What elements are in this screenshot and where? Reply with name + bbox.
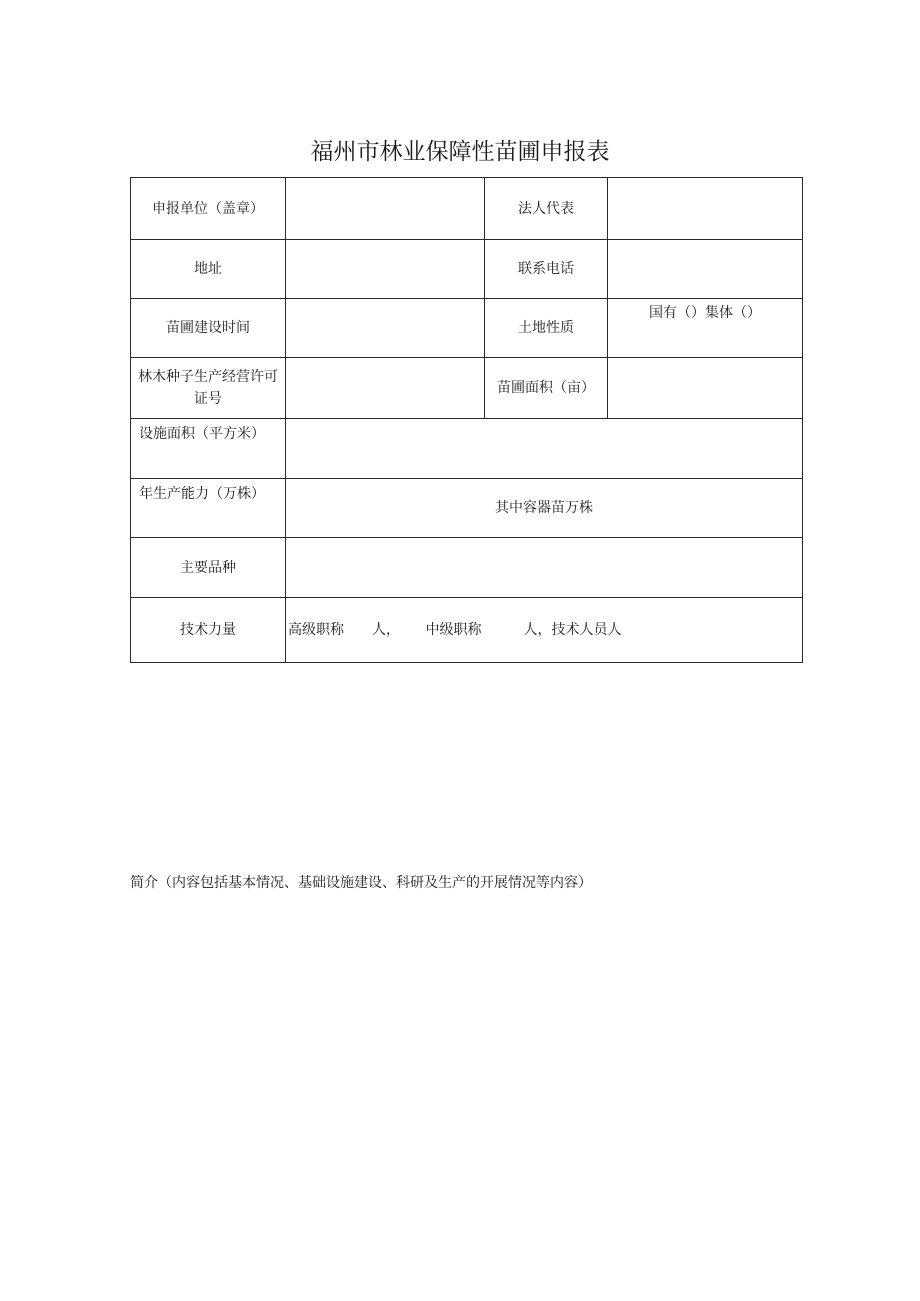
capacity-field[interactable]: 其中容器苗万株 (286, 479, 803, 538)
form-title: 福州市林业保障性苗圃申报表 (310, 139, 610, 165)
build-time-field[interactable] (286, 299, 485, 358)
application-form-table (130, 177, 803, 663)
legal-rep-label: 法人代表 (485, 178, 608, 240)
capacity-label: 年生产能力（万株） (131, 479, 286, 538)
applicant-label: 申报单位（盖章） (131, 178, 286, 240)
row-license (131, 358, 803, 419)
applicant-field[interactable] (286, 178, 485, 240)
row-varieties (131, 538, 803, 598)
row-applicant (131, 178, 803, 240)
intro-text: 简介（内容包括基本情况、基础设施建设、科研及生产的开展情况等内容） (130, 875, 592, 891)
license-field[interactable] (286, 358, 485, 419)
facility-area-field[interactable] (286, 419, 803, 479)
row-facility-area (131, 419, 803, 479)
phone-field[interactable] (608, 240, 803, 299)
build-time-label: 苗圃建设时间 (131, 299, 286, 358)
land-type-field[interactable]: 国有（）集体（） (608, 299, 803, 358)
tech-field[interactable]: 高级职称 人， 中级职称 人，技术人员人 (286, 598, 803, 663)
row-address (131, 240, 803, 299)
license-label: 林木种子生产经营许可证号 (131, 358, 286, 419)
address-label: 地址 (131, 240, 286, 299)
row-capacity (131, 479, 803, 538)
phone-label: 联系电话 (485, 240, 608, 299)
legal-rep-field[interactable] (608, 178, 803, 240)
row-tech (131, 598, 803, 663)
address-field[interactable] (286, 240, 485, 299)
tech-label: 技术力量 (131, 598, 286, 663)
row-build-time (131, 299, 803, 358)
varieties-field[interactable] (286, 538, 803, 598)
nursery-area-field[interactable] (608, 358, 803, 419)
facility-area-label: 设施面积（平方米） (131, 419, 286, 479)
varieties-label: 主要品种 (131, 538, 286, 598)
land-type-label: 土地性质 (485, 299, 608, 358)
nursery-area-label: 苗圃面积（亩） (485, 358, 608, 419)
